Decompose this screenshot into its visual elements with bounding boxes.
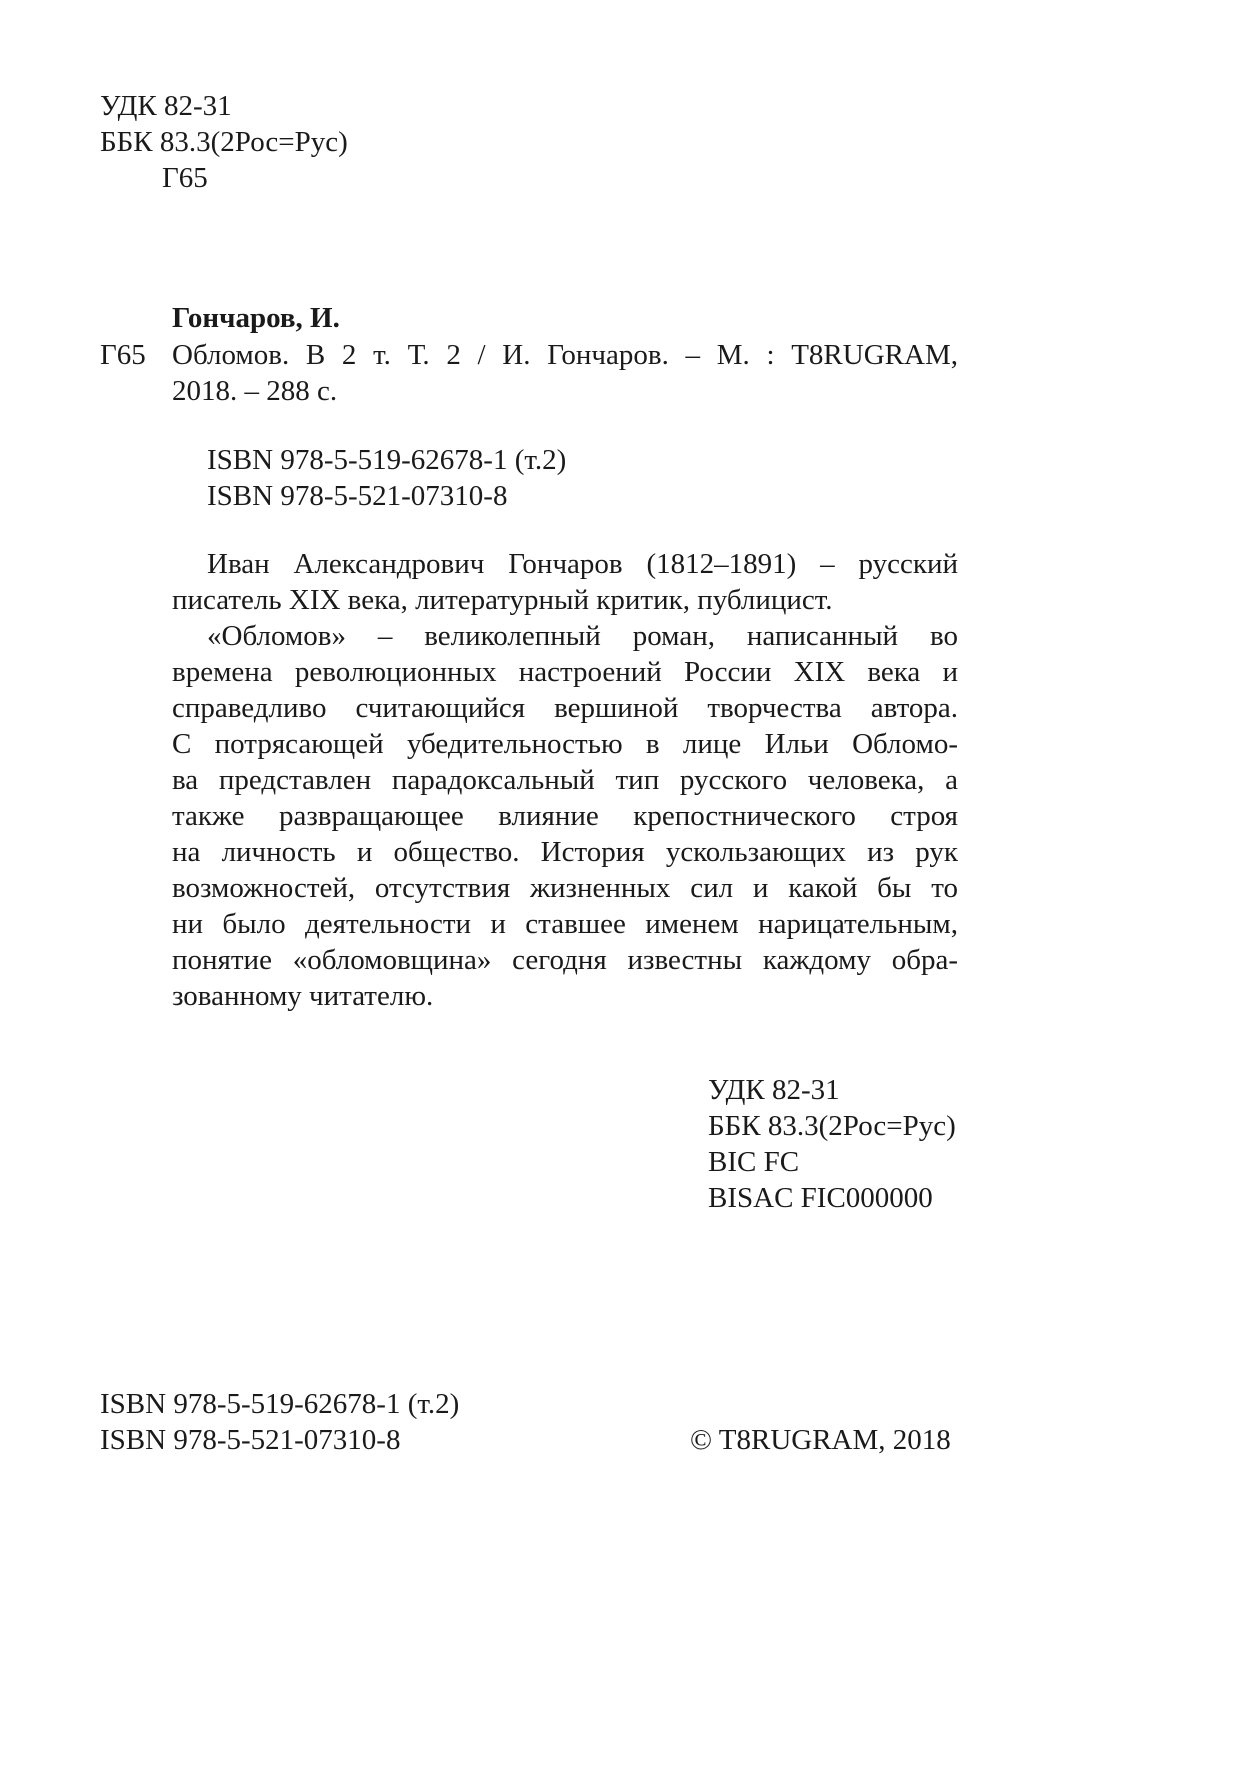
card-isbn-list — [207, 442, 566, 514]
annotation-line: «Обломов» – великолепный роман, написанный во — [207, 620, 958, 652]
bibliographic-line: 2018. – 288 с. — [172, 375, 338, 407]
udk-code: УДК 82-31 — [100, 90, 232, 122]
annotation-line: писатель XIX века, литературный критик, публицист. — [172, 584, 833, 616]
annotation-line: времена революционных настроений России XIX века и — [172, 656, 958, 688]
card-author-mark: Г65 — [100, 339, 146, 371]
bibliographic-description — [172, 337, 958, 409]
annotation-line: ва представлен парадоксальный тип русского человека, а — [172, 764, 958, 796]
isbn-set: ISBN 978-5-521-07310-8 — [207, 480, 508, 512]
annotation-line: также развращающее влияние крепостнического строя — [172, 800, 958, 832]
annotation-line: ни было деятельности и ставшее именем нарицательным, — [172, 908, 958, 940]
bbk-code: ББК 83.3(2Рос=Рус) — [708, 1110, 956, 1142]
annotation — [172, 546, 958, 1014]
annotation-line: на личность и общество. История ускользающих из рук — [172, 836, 958, 868]
author-heading: Гончаров, И. — [172, 302, 340, 334]
bic-code: BIC FC — [708, 1146, 800, 1178]
annotation-line: Иван Александрович Гончаров (1812–1891) – русский — [207, 548, 958, 580]
annotation-line: справедливо считающийся вершиной творчества автора. — [172, 692, 958, 724]
annotation-line: понятие «обломовщина» сегодня известны каждому обра- — [172, 944, 958, 976]
annotation-line: зованному читателю. — [172, 980, 434, 1012]
isbn-set: ISBN 978-5-521-07310-8 — [100, 1424, 401, 1456]
bottom-isbn-list — [100, 1386, 459, 1458]
top-classification-block — [100, 88, 500, 196]
isbn-volume: ISBN 978-5-519-62678-1 (т.2) — [100, 1388, 460, 1420]
bibliographic-line: Обломов. В 2 т. Т. 2 / И. Гончаров. – М. : T8RUGRAM, — [172, 339, 958, 371]
author-mark: Г65 — [162, 162, 208, 194]
bisac-code: BISAC FIC000000 — [708, 1182, 933, 1214]
isbn-volume: ISBN 978-5-519-62678-1 (т.2) — [207, 444, 567, 476]
annotation-line: возможностей, отсутствия жизненных сил и какой бы то — [172, 872, 958, 904]
right-classification-block — [708, 1072, 956, 1216]
bbk-code: ББК 83.3(2Рос=Рус) — [100, 126, 348, 158]
udk-code: УДК 82-31 — [708, 1074, 840, 1106]
annotation-line: С потрясающей убедительностью в лице Ильи Обломо- — [172, 728, 958, 760]
copyright-notice: © T8RUGRAM, 2018 — [690, 1424, 951, 1456]
